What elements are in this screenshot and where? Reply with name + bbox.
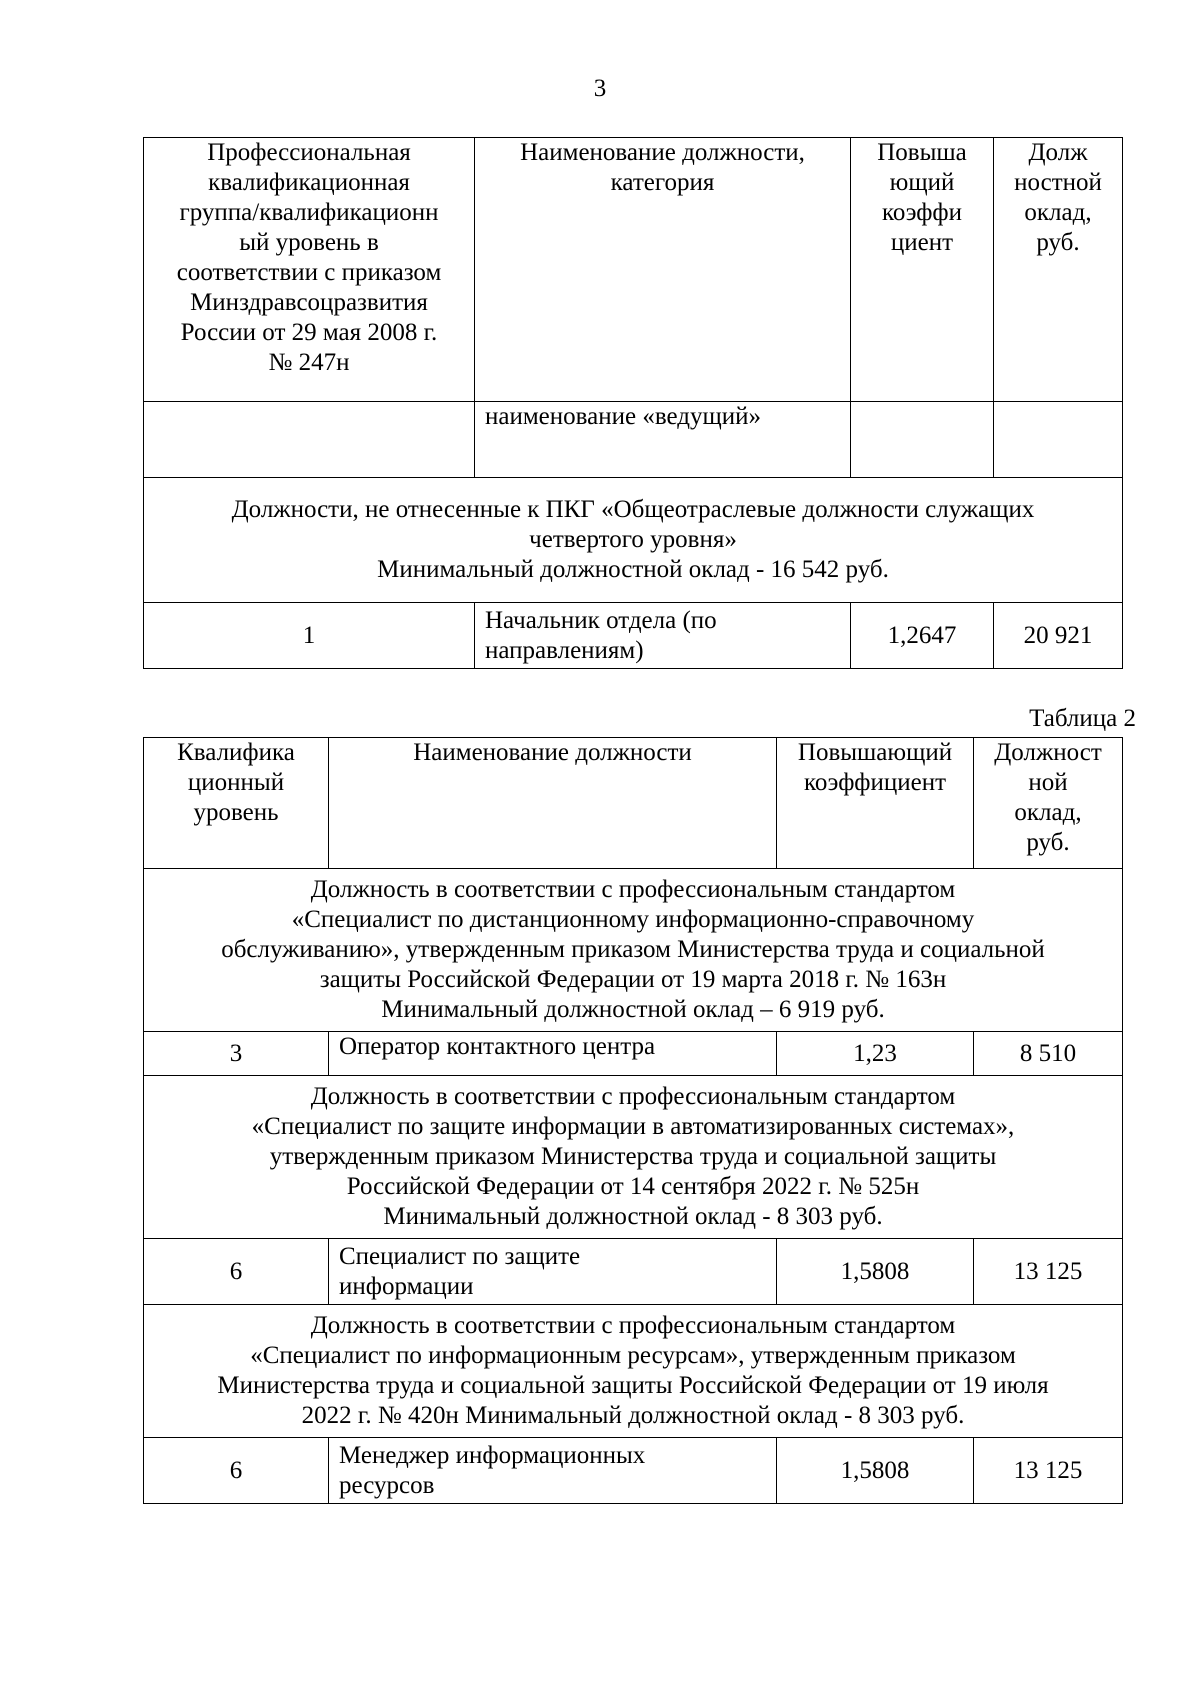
- table2-section-heading: Должность в соответствии с профессиональным стандартом «Специалист по информационным ресурсам», утвержденным приказом Министерства труда и социальной защиты Российской Федерации от 19 июля 2022 г. № 420н Минимальный должностной оклад - 8 303 руб.: [144, 1305, 1123, 1438]
- table1-row-level: 1: [144, 603, 475, 669]
- table2-header-row: [144, 738, 1123, 869]
- table2-row-level: 3: [144, 1032, 329, 1076]
- table1-section-heading: Должности, не отнесенные к ПКГ «Общеотраслевые должности служащих четвертого уровня» Минимальный должностной оклад - 16 542 руб.: [144, 478, 1123, 603]
- table-row: [144, 1438, 1123, 1504]
- table1-header-position-name: Наименование должности, категория: [475, 138, 851, 402]
- table2-row-level: 6: [144, 1438, 329, 1504]
- table1-cell-empty: [144, 402, 475, 478]
- table1-continuation-row: [144, 402, 1123, 478]
- table2-row-coefficient: 1,5808: [777, 1239, 974, 1305]
- table-row: [144, 1239, 1123, 1305]
- table2-header-salary: Должност ной оклад, руб.: [974, 738, 1123, 869]
- table1-cell-empty: [994, 402, 1123, 478]
- table2-section-row: [144, 1305, 1123, 1438]
- table2-row-level: 6: [144, 1239, 329, 1305]
- table2-section-heading: Должность в соответствии с профессиональным стандартом «Специалист по дистанционному информационно-справочному обслуживанию», утвержденным приказом Министерства труда и социальной защиты Российской Федерации от 19 марта 2018 г. № 163н Минимальный должностной оклад – 6 919 руб.: [144, 869, 1123, 1032]
- table-row: [144, 1032, 1123, 1076]
- table2-row-name: Специалист по защите информации: [329, 1239, 777, 1305]
- table1-cell-empty: [851, 402, 994, 478]
- table1-header-qualification-group: Профессиональная квалификационная группа/квалификационн ый уровень в соответствии с приказом Минздравсоцразвития России от 29 мая 2008 г. № 247н: [144, 138, 475, 402]
- table2-header-position-name: Наименование должности: [329, 738, 777, 869]
- table1-header-coefficient: Повыша ющий коэффи циент: [851, 138, 994, 402]
- table2-row-salary: 8 510: [974, 1032, 1123, 1076]
- table1-header-row: [144, 138, 1123, 402]
- table2-section-row: [144, 1076, 1123, 1239]
- table2-section-row: [144, 869, 1123, 1032]
- table2-header-qualification-level: Квалифика ционный уровень: [144, 738, 329, 869]
- table1-section-row: [144, 478, 1123, 603]
- table2-row-salary: 13 125: [974, 1438, 1123, 1504]
- table1-continuation-name: наименование «ведущий»: [475, 402, 851, 478]
- salary-table-2: [143, 737, 1123, 1504]
- table1-header-salary: Долж ностной оклад, руб.: [994, 138, 1123, 402]
- table2-row-name: Оператор контактного центра: [329, 1032, 777, 1076]
- table1-row-salary: 20 921: [994, 603, 1123, 669]
- page-number: 3: [593, 75, 607, 102]
- table1-row-name: Начальник отдела (по направлениям): [475, 603, 851, 669]
- table2-header-coefficient: Повышающий коэффициент: [777, 738, 974, 869]
- table2-row-salary: 13 125: [974, 1239, 1123, 1305]
- table2-row-coefficient: 1,23: [777, 1032, 974, 1076]
- table-row: [144, 603, 1123, 669]
- table2-section-heading: Должность в соответствии с профессиональным стандартом «Специалист по защите информации в автоматизированных системах», утвержденным приказом Министерства труда и социальной защиты Российской Федерации от 14 сентября 2022 г. № 525н Минимальный должностной оклад - 8 303 руб.: [144, 1076, 1123, 1239]
- salary-table-1: [143, 137, 1123, 669]
- table-2-caption: Таблица 2: [1029, 705, 1136, 732]
- table2-row-name: Менеджер информационных ресурсов: [329, 1438, 777, 1504]
- table2-row-coefficient: 1,5808: [777, 1438, 974, 1504]
- table1-row-coefficient: 1,2647: [851, 603, 994, 669]
